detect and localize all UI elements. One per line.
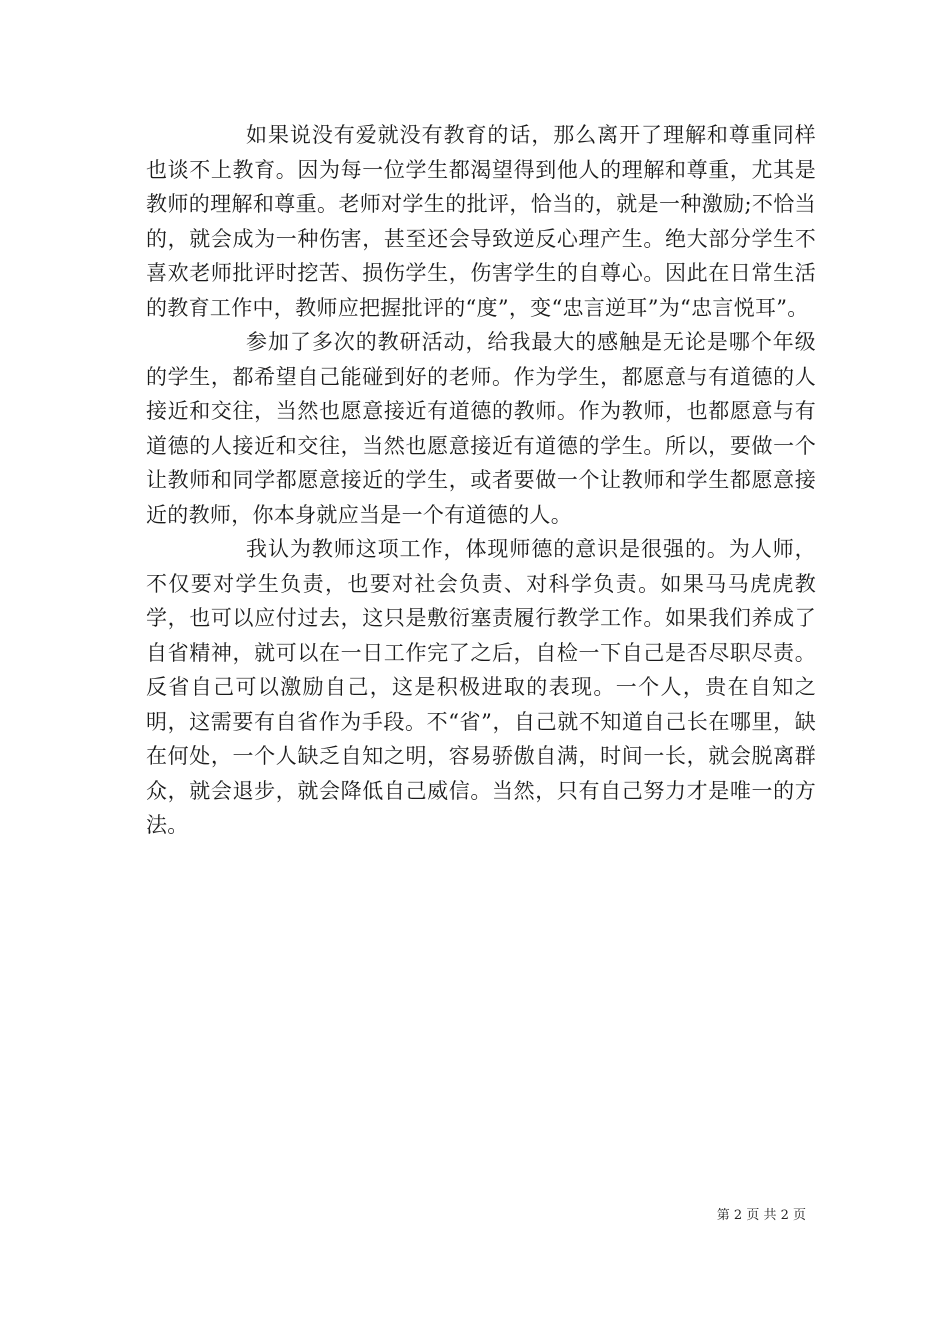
- page-number-footer: 第 2 页 共 2 页: [716, 1208, 806, 1223]
- paragraph-1: 如果说没有爱就没有教育的话，那么离开了理解和尊重同样也谈不上教育。因为每一位学生都渴望得到他人的理解和尊重，尤其是教师的理解和尊重。老师对学生的批评，恰当的，就是一种激励;不恰当的，就会成为一种伤害，甚至还会导致逆反心理产生。绝大部分学生不喜欢老师批评时挖苦、损伤学生，伤害学生的自尊心。因此在日常生活的教育工作中，教师应把握批评的“度”，变“忠言逆耳”为“忠言悦耳”。: [146, 123, 816, 320]
- paragraph-2: 参加了多次的教研活动，给我最大的感触是无论是哪个年级的学生，都希望自己能碰到好的老师。作为学生，都愿意与有道德的人接近和交往，当然也愿意接近有道德的教师。作为教师，也都愿意与有道德的人接近和交往，当然也愿意接近有道德的学生。所以，要做一个让教师和同学都愿意接近的学生，或者要做一个让教师和学生都愿意接近的教师，你本身就应当是一个有道德的人。: [146, 330, 816, 527]
- paragraph-3: 我认为教师这项工作，体现师德的意识是很强的。为人师，不仅要对学生负责，也要对社会负责、对科学负责。如果马马虎虎教学，也可以应付过去，这只是敷衍塞责履行教学工作。如果我们养成了自省精神，就可以在一日工作完了之后，自检一下自己是否尽职尽责。反省自己可以激励自己，这是积极进取的表现。一个人，贵在自知之明，这需要有自省作为手段。不“省”，自己就不知道自己长在哪里，缺在何处，一个人缺乏自知之明，容易骄傲自满，时间一长，就会脱离群众，就会退步，就会降低自己威信。当然，只有自己努力才是唯一的方法。: [146, 537, 816, 837]
- document-body: [146, 118, 816, 843]
